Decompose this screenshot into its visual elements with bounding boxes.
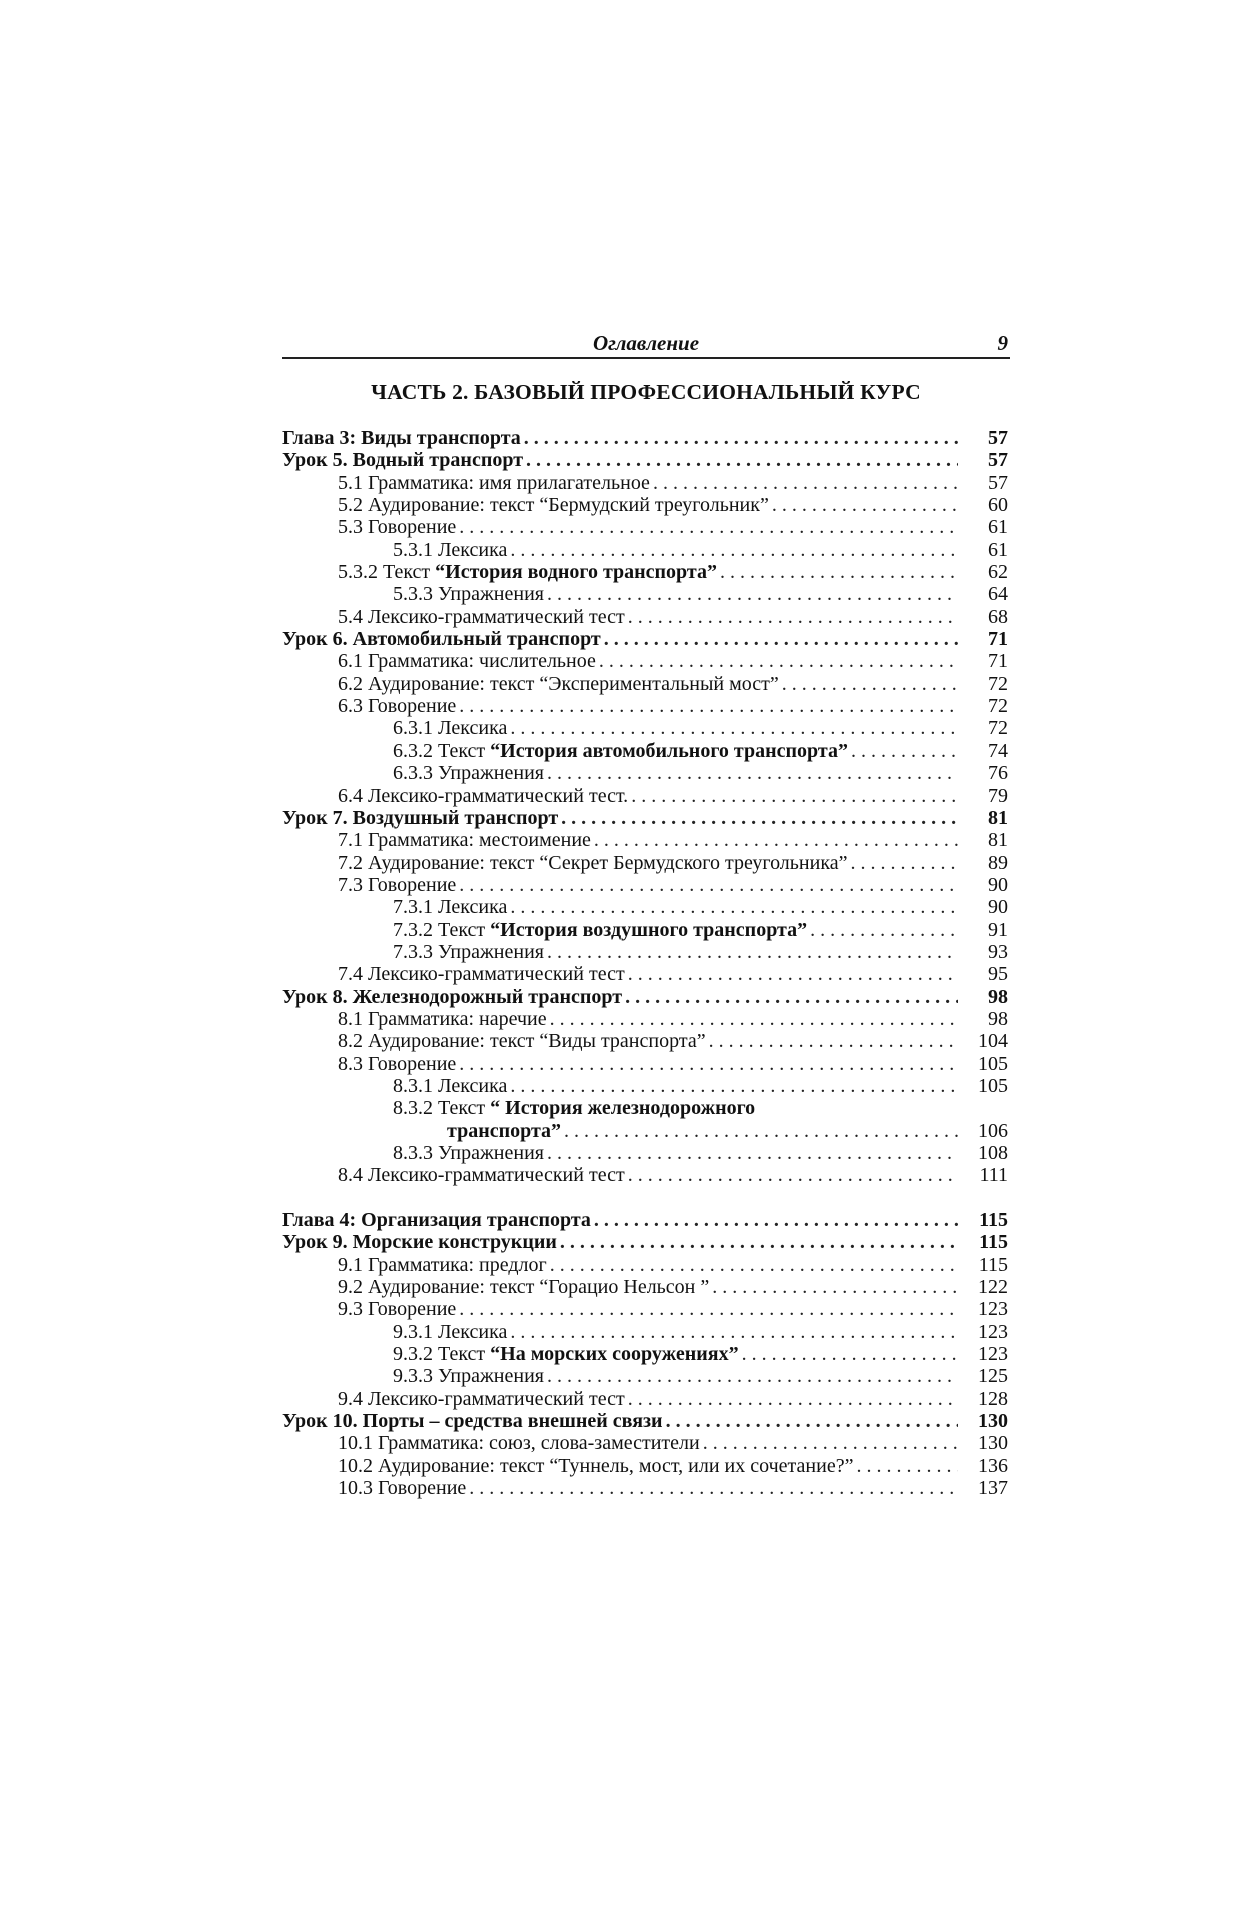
toc-entry-label: 5.3.3 Упражнения <box>393 583 544 606</box>
toc-entry-label: 7.3 Говорение <box>338 873 457 896</box>
toc-entry-label: 7.4 Лексико-грамматический тест <box>338 963 625 986</box>
toc-entry-label: 6.1 Грамматика: числительное <box>338 650 596 673</box>
toc-entry-page: 137 <box>978 1477 1008 1500</box>
toc-entry-7-3-3 <box>282 941 1010 963</box>
toc-entry-lesson-8 <box>282 986 1010 1008</box>
toc-entry-page: 115 <box>978 1253 1008 1276</box>
toc-entry-label: 6.3 Говорение <box>338 695 457 718</box>
toc-leader-dots <box>459 874 958 896</box>
toc-leader-dots <box>599 650 958 672</box>
toc-leader-dots <box>510 1075 958 1097</box>
toc-entry-label-prefix: 9.3.2 Текст <box>393 1343 491 1366</box>
toc-leader-dots <box>547 762 958 784</box>
toc-entry-label: 6.4 Лексико-грамматический тест. <box>338 784 629 807</box>
toc-entry-6-2 <box>282 673 1010 695</box>
toc-leader-dots <box>510 717 958 739</box>
toc-entry-label <box>393 1343 739 1365</box>
toc-entry-8-4 <box>282 1164 1010 1186</box>
header-rule <box>282 357 1010 359</box>
toc-entry-8-3-1 <box>282 1075 1010 1097</box>
toc-entry-page: 57 <box>988 471 1008 494</box>
toc-entry-page: 123 <box>978 1343 1008 1366</box>
toc-leader-dots <box>850 852 958 874</box>
toc-leader-dots <box>459 1053 958 1075</box>
toc-entry-page: 60 <box>988 494 1008 517</box>
toc-entry-6-3-3 <box>282 762 1010 784</box>
toc-entry-label: 9.2 Аудирование: текст “Горацио Нельсон ” <box>338 1276 710 1299</box>
toc-entry-page: 93 <box>988 940 1008 963</box>
toc-entry-label-prefix: 7.3.2 Текст <box>393 918 491 941</box>
toc-entry-label: 9.4 Лексико-грамматический тест <box>338 1387 625 1410</box>
toc-entry-8-1 <box>282 1008 1010 1030</box>
header-page-number: 9 <box>997 331 1008 355</box>
toc-entry-page: 71 <box>988 628 1008 651</box>
toc-entry-page: 72 <box>988 672 1008 695</box>
header-title: Оглавление <box>592 331 700 355</box>
toc-entry-page: 98 <box>988 985 1008 1008</box>
toc-leader-dots <box>742 1343 958 1365</box>
toc-entry-page: 123 <box>978 1320 1008 1343</box>
toc-entry-page: 115 <box>979 1231 1008 1254</box>
toc-entry-label: 7.3.1 Лексика <box>393 896 508 919</box>
toc-entry-page: 61 <box>988 538 1008 561</box>
toc-entry-label: 7.1 Грамматика: местоимение <box>338 829 591 852</box>
toc-leader-dots <box>510 1321 958 1343</box>
toc-entry-5-3 <box>282 516 1010 538</box>
toc-entry-label: 9.1 Грамматика: предлог <box>338 1253 547 1276</box>
toc-entry-page: 98 <box>988 1007 1008 1030</box>
toc-entry-label-bold: транспорта” <box>447 1119 562 1142</box>
toc-entry-label: 9.3.3 Упражнения <box>393 1365 544 1388</box>
toc-entry-page: 89 <box>988 851 1008 874</box>
toc-entry-label: 6.3.3 Упражнения <box>393 762 544 785</box>
toc-entry-7-3 <box>282 874 1010 896</box>
toc-entry-page: 68 <box>988 605 1008 628</box>
table-of-contents <box>282 427 1010 1500</box>
toc-leader-dots <box>594 829 958 851</box>
toc-entry-label-prefix: 6.3.2 Текст <box>393 739 491 762</box>
toc-entry-page: 72 <box>988 695 1008 718</box>
toc-entry-page: 104 <box>978 1030 1008 1053</box>
toc-entry-page: 79 <box>988 784 1008 807</box>
toc-entry-page: 76 <box>988 762 1008 785</box>
toc-entry-page: 57 <box>988 449 1008 472</box>
toc-leader-dots <box>653 472 958 494</box>
toc-entry-8-2 <box>282 1030 1010 1052</box>
toc-entry-label: Урок 6. Автомобильный транспорт <box>282 628 601 651</box>
toc-leader-dots <box>459 516 958 538</box>
toc-entry-page: 123 <box>978 1298 1008 1321</box>
toc-entry-label <box>393 740 848 762</box>
toc-leader-dots <box>709 1030 958 1052</box>
toc-entry-label: Урок 9. Морские конструкции <box>282 1231 557 1254</box>
toc-leader-dots <box>547 583 958 605</box>
toc-leader-dots <box>561 807 958 829</box>
toc-leader-dots <box>547 1365 958 1387</box>
toc-entry-page: 108 <box>978 1142 1008 1164</box>
toc-entry-5-3-1 <box>282 539 1010 561</box>
toc-entry-5-3-3 <box>282 583 1010 605</box>
toc-leader-dots <box>594 1209 958 1231</box>
toc-leader-dots <box>631 785 958 807</box>
toc-entry-label: 7.2 Аудирование: текст “Секрет Бермудского треугольника” <box>338 851 848 874</box>
toc-entry-page: 81 <box>988 829 1008 852</box>
toc-leader-dots <box>628 963 958 985</box>
toc-entry-page: 61 <box>988 516 1008 539</box>
toc-entry-9-2 <box>282 1276 1010 1298</box>
toc-leader-dots <box>666 1410 958 1432</box>
toc-leader-dots <box>510 539 958 561</box>
toc-entry-label-bold: “История воздушного транспорта” <box>490 918 808 941</box>
toc-entry-page: 130 <box>978 1410 1008 1433</box>
toc-entry-8-3 <box>282 1053 1010 1075</box>
toc-entry-page: 74 <box>988 739 1008 762</box>
toc-entry-7-2 <box>282 852 1010 874</box>
toc-entry-page: 130 <box>978 1432 1008 1455</box>
toc-entry-lesson-10 <box>282 1410 1010 1432</box>
toc-entry-label <box>447 1120 561 1142</box>
toc-entry-page: 122 <box>978 1276 1008 1299</box>
toc-leader-dots <box>703 1432 958 1454</box>
toc-entry-chapter-4 <box>282 1209 1010 1231</box>
toc-entry-9-4 <box>282 1388 1010 1410</box>
toc-leader-dots <box>547 941 958 963</box>
toc-entry-5-1 <box>282 472 1010 494</box>
toc-entry-page: 106 <box>978 1119 1008 1142</box>
toc-entry-label: 10.3 Говорение <box>338 1477 467 1500</box>
toc-entry-page: 64 <box>988 583 1008 606</box>
toc-entry-page: 136 <box>978 1454 1008 1477</box>
toc-entry-page: 62 <box>988 561 1008 584</box>
toc-entry-label <box>338 561 717 583</box>
toc-leader-dots <box>720 561 958 583</box>
toc-entry-6-4 <box>282 785 1010 807</box>
toc-leader-dots <box>564 1120 958 1142</box>
toc-entry-label: 6.3.1 Лексика <box>393 717 508 740</box>
toc-entry-7-3-1 <box>282 896 1010 918</box>
toc-entry-label <box>393 1097 755 1119</box>
toc-entry-7-4 <box>282 963 1010 985</box>
toc-entry-6-3-2 <box>282 740 1010 762</box>
toc-entry-label: 6.2 Аудирование: текст “Экспериментальный мост” <box>338 672 779 695</box>
toc-entry-label: 10.1 Грамматика: союз, слова-заместители <box>338 1432 700 1455</box>
toc-entry-lesson-9 <box>282 1231 1010 1253</box>
toc-leader-dots <box>526 449 958 471</box>
toc-entry-label: Урок 5. Водный транспорт <box>282 449 524 472</box>
toc-leader-dots <box>560 1231 958 1253</box>
toc-entry-label-bold: “ История железнодорожного <box>490 1097 756 1120</box>
toc-entry-page: 105 <box>978 1074 1008 1097</box>
toc-leader-dots <box>851 740 958 762</box>
toc-leader-dots <box>510 896 958 918</box>
toc-leader-dots <box>469 1477 958 1499</box>
toc-entry-9-3-1 <box>282 1321 1010 1343</box>
toc-entry-6-3 <box>282 695 1010 717</box>
toc-entry-5-2 <box>282 494 1010 516</box>
toc-entry-page: 115 <box>979 1209 1008 1232</box>
toc-entry-8-3-2 <box>282 1097 1010 1119</box>
toc-entry-5-4 <box>282 606 1010 628</box>
toc-entry-label: 5.3.1 Лексика <box>393 538 508 561</box>
toc-entry-label: Глава 4: Организация транспорта <box>282 1209 591 1232</box>
toc-entry-page: 128 <box>978 1387 1008 1410</box>
toc-entry-label <box>393 919 807 941</box>
toc-entry-label: 8.4 Лексико-грамматический тест <box>338 1164 625 1187</box>
toc-entry-page: 57 <box>988 427 1008 449</box>
toc-entry-9-3-2 <box>282 1343 1010 1365</box>
toc-entry-10-3 <box>282 1477 1010 1499</box>
toc-entry-6-3-1 <box>282 717 1010 739</box>
toc-entry-label: 8.3.1 Лексика <box>393 1074 508 1097</box>
toc-entry-chapter-3 <box>282 427 1010 449</box>
toc-entry-page: 125 <box>978 1365 1008 1388</box>
toc-leader-dots <box>604 628 958 650</box>
toc-entry-label: 9.3 Говорение <box>338 1298 457 1321</box>
toc-leader-dots <box>810 919 958 941</box>
toc-entry-label: 5.3 Говорение <box>338 516 457 539</box>
toc-entry-label: Урок 7. Воздушный транспорт <box>282 806 559 829</box>
toc-leader-dots <box>550 1008 958 1030</box>
toc-entry-label: 7.3.3 Упражнения <box>393 940 544 963</box>
toc-entry-label: 8.2 Аудирование: текст “Виды транспорта” <box>338 1030 706 1053</box>
toc-entry-page: 91 <box>988 918 1008 941</box>
toc-entry-label: 5.2 Аудирование: текст “Бермудский треугольник” <box>338 494 769 517</box>
toc-entry-label: 5.4 Лексико-грамматический тест <box>338 605 625 628</box>
toc-entry-label-bold: “История водного транспорта” <box>435 561 717 584</box>
toc-entry-page: 72 <box>988 717 1008 740</box>
toc-entry-label: 10.2 Аудирование: текст “Туннель, мост, или их сочетание?” <box>338 1454 854 1477</box>
toc-leader-dots <box>772 494 958 516</box>
toc-entry-6-1 <box>282 650 1010 672</box>
toc-entry-lesson-7 <box>282 807 1010 829</box>
toc-entry-label: 8.3.3 Упражнения <box>393 1142 544 1164</box>
toc-leader-dots <box>628 1164 958 1186</box>
toc-leader-dots <box>712 1276 958 1298</box>
toc-entry-label: 9.3.1 Лексика <box>393 1320 508 1343</box>
toc-entry-page: 90 <box>988 873 1008 896</box>
toc-entry-9-3 <box>282 1298 1010 1320</box>
toc-entry-8-3-3 <box>282 1142 1010 1164</box>
toc-entry-page: 95 <box>988 963 1008 986</box>
toc-entry-page: 111 <box>979 1164 1008 1187</box>
toc-leader-dots <box>547 1142 958 1164</box>
toc-entry-page: 81 <box>988 806 1008 829</box>
toc-entry-label: Урок 8. Железнодорожный транспорт <box>282 985 623 1008</box>
toc-entry-lesson-6 <box>282 628 1010 650</box>
toc-leader-dots <box>628 1388 958 1410</box>
toc-entry-page: 105 <box>978 1052 1008 1075</box>
toc-entry-label-prefix: 5.3.2 Текст <box>338 561 436 584</box>
toc-leader-dots <box>782 673 958 695</box>
toc-entry-9-3-3 <box>282 1365 1010 1387</box>
toc-leader-dots <box>625 986 958 1008</box>
toc-entry-label-bold: “История автомобильного транспорта” <box>490 739 848 762</box>
toc-entry-page: 90 <box>988 896 1008 919</box>
toc-entry-9-1 <box>282 1254 1010 1276</box>
toc-leader-dots <box>524 427 958 449</box>
toc-leader-dots <box>459 1298 958 1320</box>
toc-entry-7-1 <box>282 829 1010 851</box>
toc-leader-dots <box>856 1455 958 1477</box>
toc-leader-dots <box>628 606 958 628</box>
toc-entry-7-3-2 <box>282 919 1010 941</box>
toc-leader-dots <box>459 695 958 717</box>
toc-entry-10-2 <box>282 1455 1010 1477</box>
toc-entry-lesson-5 <box>282 449 1010 471</box>
toc-entry-label-bold: “На морских сооружениях” <box>490 1343 739 1366</box>
toc-entry-label: Глава 3: Виды транспорта <box>282 427 521 449</box>
toc-entry-8-3-2-continued <box>282 1120 1010 1142</box>
part-title: ЧАСТЬ 2. БАЗОВЫЙ ПРОФЕССИОНАЛЬНЫЙ КУРС <box>371 380 921 404</box>
toc-leader-dots <box>550 1254 958 1276</box>
toc-entry-label: 8.1 Грамматика: наречие <box>338 1007 547 1030</box>
toc-entry-label: 8.3 Говорение <box>338 1052 457 1075</box>
toc-entry-10-1 <box>282 1432 1010 1454</box>
toc-entry-label: Урок 10. Порты – средства внешней связи <box>282 1410 663 1433</box>
toc-entry-5-3-2 <box>282 561 1010 583</box>
toc-entry-label: 5.1 Грамматика: имя прилагательное <box>338 471 650 494</box>
toc-entry-label-prefix: 8.3.2 Текст <box>393 1097 491 1120</box>
toc-entry-page: 71 <box>988 650 1008 673</box>
